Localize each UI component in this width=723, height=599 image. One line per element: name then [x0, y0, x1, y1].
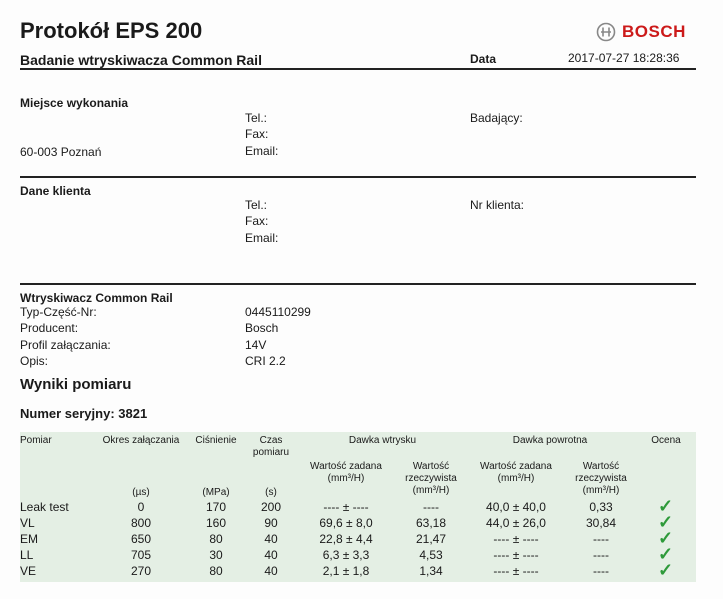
- client-heading: Dane klienta: [20, 184, 91, 198]
- table-cell-okres: 705: [130, 548, 152, 562]
- pass-check-icon: ✓: [658, 528, 674, 548]
- table-cell-wr: 63,18: [415, 516, 447, 530]
- table-cell-wz: 69,6 ± 8,0: [319, 516, 373, 530]
- col-header-cisnienie: Ciśnienie: [195, 435, 237, 446]
- sub-header-rzeczywista-unit: (mm³/H): [412, 485, 450, 496]
- place-address: 60-003 Poznań: [20, 145, 102, 159]
- table-cell-wz: 6,3 ± 3,3: [322, 548, 370, 562]
- table-cell-okres: 270: [130, 564, 152, 578]
- unit-cisnienie: (MPa): [202, 487, 230, 498]
- table-cell-name: LL: [20, 548, 34, 562]
- logo-text: BOSCH: [622, 22, 686, 41]
- injector-label: Producent:: [20, 321, 79, 335]
- table-cell-czas: 40: [264, 564, 278, 578]
- col-header-dawka-powrotna: Dawka powrotna: [512, 435, 588, 446]
- table-cell-wz: ---- ± ----: [323, 500, 369, 514]
- sub-header-zadana-unit: (mm³/H): [497, 473, 535, 484]
- sub-header-zadana-unit: (mm³/H): [327, 473, 365, 484]
- serial-number: Numer seryjny: 3821: [20, 406, 148, 421]
- table-cell-czas: 200: [260, 500, 282, 514]
- sub-header-rzeczywista: rzeczywista: [405, 473, 457, 484]
- table-cell-pr: 30,84: [585, 516, 617, 530]
- table-cell-name: EM: [20, 532, 38, 546]
- client-email-label: Email:: [245, 231, 279, 245]
- injector-label: Opis:: [20, 354, 49, 368]
- injector-value: CRI 2.2: [245, 354, 286, 368]
- place-tel-label: Tel.:: [245, 111, 268, 125]
- table-cell-pr: 0,33: [589, 500, 613, 514]
- pass-check-icon: ✓: [658, 496, 674, 516]
- brand-logo: [596, 22, 686, 42]
- col-header-dawka-wtrysku: Dawka wtrysku: [348, 435, 417, 446]
- table-cell-cisn: 30: [209, 548, 223, 562]
- injector-value: Bosch: [245, 321, 279, 335]
- divider: [20, 176, 696, 178]
- col-header-ocena: Ocena: [651, 435, 681, 446]
- pass-check-icon: ✓: [658, 560, 674, 580]
- sub-header-rzeczywista: Wartość: [412, 461, 450, 472]
- table-cell-wr: 4,53: [419, 548, 443, 562]
- table-cell-pz: 40,0 ± 40,0: [486, 500, 546, 514]
- injector-heading: Wtryskiwacz Common Rail: [20, 291, 173, 305]
- place-heading: Miejsce wykonania: [20, 96, 129, 110]
- sub-header-rzeczywista-unit: (mm³/H): [582, 485, 620, 496]
- date-label: Data: [470, 52, 497, 66]
- examiner-label: Badający:: [470, 111, 523, 125]
- client-tel-label: Tel.:: [245, 198, 268, 212]
- table-cell-name: Leak test: [20, 500, 69, 514]
- bosch-logo-icon: [596, 22, 616, 42]
- table-cell-czas: 40: [264, 548, 278, 562]
- client-fax-label: Fax:: [245, 214, 269, 228]
- table-cell-pz: ---- ± ----: [493, 564, 539, 578]
- table-cell-wr: 1,34: [419, 564, 443, 578]
- client-number-label: Nr klienta:: [470, 198, 525, 212]
- table-cell-wr: ----: [423, 500, 439, 514]
- table-cell-name: VL: [20, 516, 35, 530]
- sub-header-rzeczywista: rzeczywista: [575, 473, 627, 484]
- date-value: 2017-07-27 18:28:36: [568, 51, 680, 65]
- document-subtitle: Badanie wtryskiwacza Common Rail: [20, 52, 262, 68]
- table-cell-czas: 40: [264, 532, 278, 546]
- table-cell-wr: 21,47: [415, 532, 447, 546]
- unit-okres: (µs): [132, 487, 150, 498]
- pass-check-icon: ✓: [658, 512, 674, 532]
- sub-header-rzeczywista: Wartość: [582, 461, 620, 472]
- results-heading: Wyniki pomiaru: [20, 376, 132, 393]
- injector-value: 14V: [245, 338, 267, 352]
- divider: [20, 283, 696, 285]
- injector-label: Profil załączania:: [20, 338, 111, 352]
- divider: [20, 68, 696, 70]
- table-cell-pr: ----: [593, 548, 609, 562]
- sub-header-zadana: Wartość zadana: [480, 461, 552, 472]
- table-cell-okres: 800: [130, 516, 152, 530]
- place-fax-label: Fax:: [245, 127, 269, 141]
- table-cell-okres: 650: [130, 532, 152, 546]
- col-header-czas-1: Czas: [259, 435, 283, 446]
- table-cell-pz: 44,0 ± 26,0: [486, 516, 546, 530]
- table-cell-okres: 0: [137, 500, 145, 514]
- unit-czas: (s): [265, 487, 277, 498]
- table-cell-pz: ---- ± ----: [493, 532, 539, 546]
- table-cell-pr: ----: [593, 564, 609, 578]
- sub-header-zadana: Wartość zadana: [310, 461, 382, 472]
- table-cell-cisn: 80: [209, 564, 223, 578]
- table-cell-czas: 90: [264, 516, 278, 530]
- place-email-label: Email:: [245, 144, 279, 158]
- injector-label: Typ-Część-Nr:: [20, 305, 97, 319]
- table-cell-pr: ----: [593, 532, 609, 546]
- table-cell-name: VE: [20, 564, 37, 578]
- col-header-czas-2: pomiaru: [252, 447, 290, 458]
- table-cell-wz: 22,8 ± 4,4: [319, 532, 373, 546]
- page-title: Protokół EPS 200: [20, 18, 203, 43]
- col-header-pomiar: Pomiar: [20, 435, 52, 446]
- table-cell-pz: ---- ± ----: [493, 548, 539, 562]
- table-cell-cisn: 80: [209, 532, 223, 546]
- pass-check-icon: ✓: [658, 544, 674, 564]
- injector-value: 0445110299: [245, 305, 311, 319]
- table-cell-wz: 2,1 ± 1,8: [322, 564, 370, 578]
- col-header-okres: Okres załączania: [102, 435, 180, 446]
- table-cell-cisn: 170: [205, 500, 227, 514]
- table-cell-cisn: 160: [205, 516, 227, 530]
